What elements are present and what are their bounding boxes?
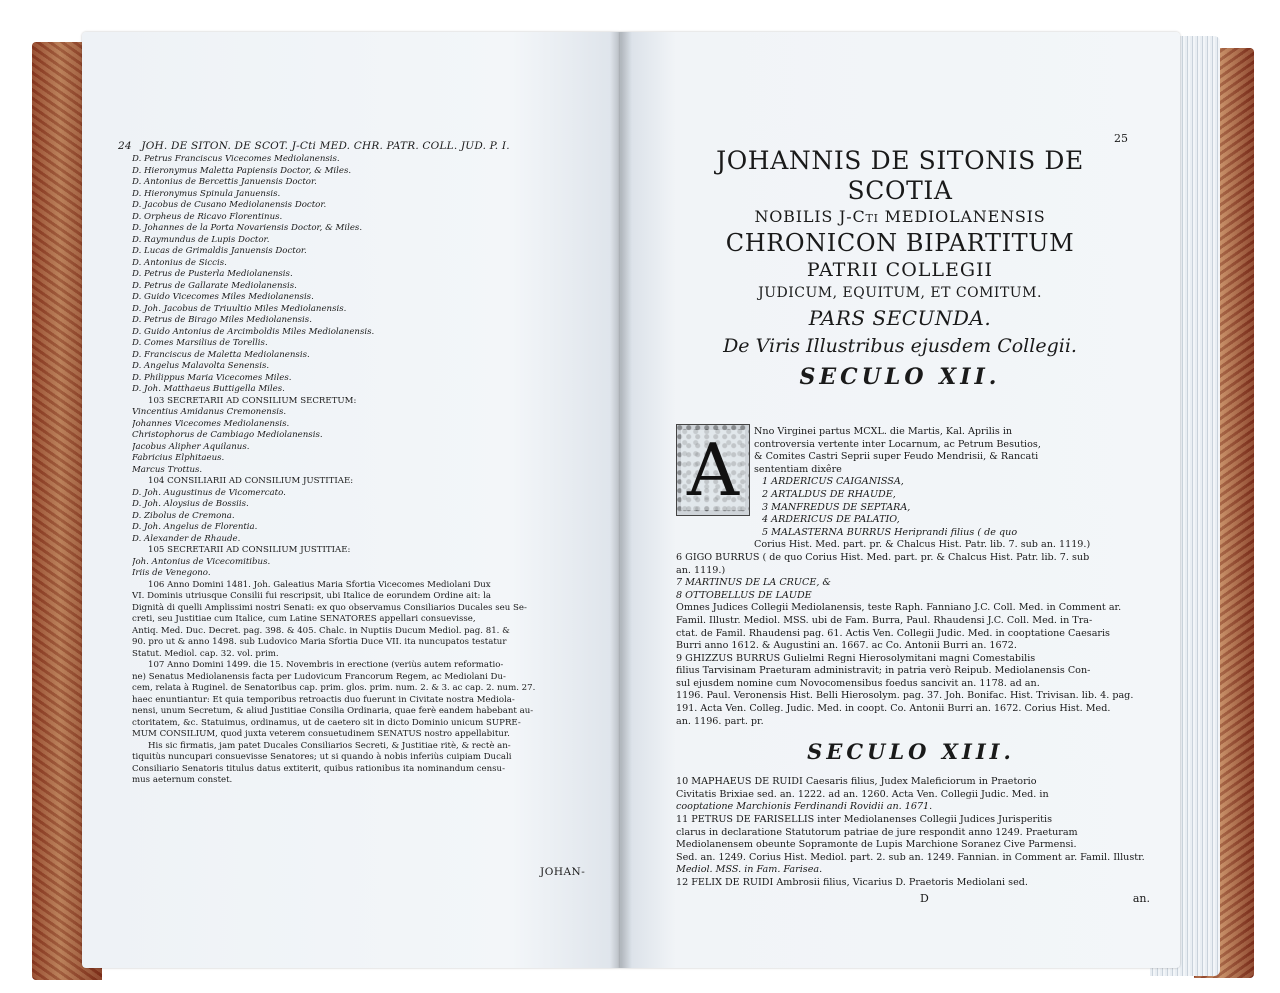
left-page-line: His sic firmatis, jam patet Ducales Consiliarios Secreti, & Justitiae ritè, & rectè an- xyxy=(148,740,511,751)
drop-cap-letter: A xyxy=(681,430,745,510)
left-page-line: 90. pro ut & anno 1498. sub Ludovico Maria Sfortia Duce VII. ita nuncupatos testatur xyxy=(132,637,507,647)
left-page-line: D. Johannes de la Porta Novariensis Doctor, & Miles. xyxy=(132,223,363,233)
left-page-line: 106 Anno Domini 1481. Joh. Galeatius Maria Sfortia Vicecomes Mediolani Dux xyxy=(148,579,491,590)
left-page-line: Vincentius Amidanus Cremonensis. xyxy=(132,407,287,417)
left-page-line: D. Petrus de Gallarate Mediolanensis. xyxy=(132,280,297,291)
right-page-line: ctat. de Famil. Rhaudensi pag. 61. Actis Ven. Collegii Judic. Med. in cooptatione Caesaris xyxy=(676,627,1110,639)
title-patrii-collegii: PATRII COLLEGII xyxy=(806,259,994,281)
left-page-line: D. Antonius de Siccis. xyxy=(132,257,227,268)
right-page-line: sul ejusdem nomine cum Novocomensibus foedus sancivit an. 1178. ad an. xyxy=(676,677,1040,689)
right-page-line: filius Tarvisinam Praeturam administravit; in patria verò Reipub. Mediolanensis Con- xyxy=(676,665,1091,677)
right-catchword: an. xyxy=(1132,892,1150,905)
left-page-text xyxy=(132,154,592,787)
right-page-line: Corius Hist. Med. part. pr. & Chalcus Hist. Patr. lib. 7. sub an. 1119.) xyxy=(754,539,1091,551)
left-page-number: 24 xyxy=(118,140,132,152)
right-page-number: 25 xyxy=(1114,132,1128,145)
right-page-line: 2 ARTALDUS DE RHAUDE, xyxy=(762,488,896,500)
right-page-line: Burri anno 1612. & Augustini an. 1667. ac Co. Antonii Burri an. 1672. xyxy=(676,640,1017,652)
left-page-line: D. Philippus Maria Vicecomes Miles. xyxy=(132,372,292,383)
left-page-line: D. Comes Marsilius de Torellis. xyxy=(132,338,268,348)
left-page-line: Christophorus de Cambiago Mediolanensis. xyxy=(132,430,323,440)
signature-mark: D xyxy=(920,892,929,905)
left-page-line: Fabricius Elphitaeus. xyxy=(132,453,225,463)
left-page-line: VI. Dominis utriusque Consilii fui rescripsit, ubi Italice de eorundem Ordine ait: la xyxy=(132,591,491,601)
left-page-line: D. Petrus de Pusterla Mediolanensis. xyxy=(132,269,293,279)
left-page-line: D. Guido Vicecomes Miles Mediolanensis. xyxy=(132,292,314,302)
left-page-line: ctoritatem, &c. Statuimus, ordinamus, ut de caetero sit in dicto Dominio unicum SUPRE- xyxy=(132,717,521,728)
title-de-viris: De Viris Illustribus ejusdem Collegii. xyxy=(723,335,1077,357)
right-page-line: 7 MARTINUS DE LA CRUCE, & xyxy=(676,577,831,589)
right-page-line: 8 OTTOBELLUS DE LAUDE xyxy=(676,589,812,601)
right-page-line: sententiam dixêre xyxy=(754,463,842,475)
right-page-line: & Comites Castri Seprii super Feudo Mendrisii, & Rancati xyxy=(754,451,1039,463)
left-page-line: Johannes Vicecomes Mediolanensis. xyxy=(132,418,290,429)
right-page-line: 4 ARDERICUS DE PALATIO, xyxy=(762,514,900,526)
left-running-head-text: JOH. DE SITON. DE SCOT. J-Cti MED. CHR. PATR. COLL. JUD. P. I. xyxy=(141,140,510,152)
title-chronicon: CHRONICON BIPARTITUM xyxy=(725,229,1075,257)
right-page-line: Mediolanensem obeunte Sopramonte de Lupis Marchione Soranez Cive Parmensi. xyxy=(676,839,1077,851)
left-page-line: D. Raymundus de Lupis Doctor. xyxy=(132,234,270,245)
title-judicum: JUDICUM, EQUITUM, ET COMITUM. xyxy=(758,285,1042,301)
ornamental-drop-cap xyxy=(676,424,750,516)
left-page-line: D. Joh. Angelus de Florentia. xyxy=(132,522,258,532)
left-catchword: JOHAN- xyxy=(540,866,586,878)
right-page xyxy=(620,32,1180,968)
right-page-line: SECULO XIII. xyxy=(807,739,1015,765)
left-page-line: D. Angelus Malavolta Senensis. xyxy=(132,361,270,371)
left-page-line: D. Jacobus de Cusano Mediolanensis Doctor. xyxy=(132,200,327,210)
right-page-line: Nno Virginei partus MCXL. die Martis, Kal. Aprilis in xyxy=(754,426,1013,437)
right-page-line: 6 GIGO BURRUS ( de quo Corius Hist. Med. part. pr. & Chalcus Hist. Patr. lib. 7. sub xyxy=(676,551,1090,563)
right-page-line: Omnes Judices Collegii Mediolanensis, teste Raph. Fanniano J.C. Coll. Med. in Comment ar. xyxy=(676,602,1122,614)
right-page-line: 11 PETRUS DE FARISELLIS inter Mediolanenses Collegii Judices Jurisperitis xyxy=(676,814,1053,826)
left-page-line: Jacobus Alipher Aquilanus. xyxy=(132,441,250,452)
right-page-line: controversia vertente inter Locarnum, ac Petrum Besutios, xyxy=(754,438,1041,450)
left-page-line: D. Lucas de Grimaldis Januensis Doctor. xyxy=(132,246,307,256)
left-page-line: D. Joh. Matthaeus Buttigella Miles. xyxy=(132,384,285,394)
left-page-line: 107 Anno Domini 1499. die 15. Novembris in erectione (veriùs autem reformatio- xyxy=(148,660,504,670)
left-page-line: mus aeternum constet. xyxy=(132,775,233,785)
right-page-line: 10 MAPHAEUS DE RUIDI Caesaris filius, Judex Maleficiorum in Praetorio xyxy=(676,776,1037,788)
left-page-line: Statut. Mediol. cap. 32. vol. prim. xyxy=(132,648,279,659)
left-page-line: D. Alexander de Rhaude. xyxy=(132,533,241,544)
right-page-line: 9 GHIZZUS BURRUS Gulielmi Regni Hierosolymitani magni Comestabilis xyxy=(676,652,1036,664)
left-page-line: cem, relata à Ruginel. de Senatoribus cap. prim. glos. prim. num. 2. & 3. ac cap. 2. num. 27. xyxy=(132,683,536,693)
left-page-line: D. Hieronymus Maletta Papiensis Doctor, & Miles. xyxy=(132,165,352,176)
left-page-line: D. Hieronymus Spinula Januensis. xyxy=(132,188,281,199)
right-page-line: an. 1119.) xyxy=(676,564,726,576)
right-page-line: 3 MANFREDUS DE SEPTARA, xyxy=(762,501,911,513)
left-page-line: nensi, unum Secretum, & aliud Justitiae Consilia Ordinaria, quae ferè eandem habebant au- xyxy=(132,706,534,716)
right-page-footer xyxy=(920,892,1150,905)
left-page-line: 104 CONSILIARII AD CONSILIUM JUSTITIAE: xyxy=(148,476,354,486)
right-page-line: cooptatione Marchionis Ferdinandi Rovidii an. 1671. xyxy=(676,801,933,813)
left-page xyxy=(82,32,620,968)
left-page-line: D. Joh. Jacobus de Triuultio Miles Mediolanensis. xyxy=(132,303,347,314)
left-running-head xyxy=(118,140,598,152)
left-page-line: Dignità di quelli Amplissimi nostri Senati: ex quo observamus Consiliarios Ducales seu Se- xyxy=(132,602,527,613)
right-page-line: 1196. Paul. Veronensis Hist. Belli Hierosolym. pag. 37. Joh. Bonifac. Hist. Trivisan. lib. 4. pag. xyxy=(676,690,1134,702)
left-page-line: D. Zibolus de Cremona. xyxy=(132,510,235,521)
right-page-line: 12 FELIX DE RUIDI Ambrosii filius, Vicarius D. Praetoris Mediolani sed. xyxy=(676,877,1028,888)
left-page-line: creti, seu Justitiae cum Italice, cum Latine SENATORES appellari consuevisse, xyxy=(132,614,476,624)
book-gutter xyxy=(610,32,632,968)
left-page-line: 105 SECRETARII AD CONSILIUM JUSTITIAE: xyxy=(148,545,351,555)
left-page-line: Joh. Antonius de Vicecomitibus. xyxy=(132,556,271,567)
left-page-line: tiquitùs nuncupari consuevisse Senatores; ut si quando à nobis inferiùs cuipiam Ducali xyxy=(132,752,512,762)
right-page-line: Famil. Illustr. Mediol. MSS. ubi de Fam. Burra, Paul. Rhaudensi J.C. Coll. Med. in Tra- xyxy=(676,614,1093,626)
left-page-line: Consiliario Senatoris titulus datus extiterit, quibus rationibus ita nominandum censu- xyxy=(132,763,505,774)
left-page-line: D. Orpheus de Ricavo Florentinus. xyxy=(132,211,283,222)
left-page-line: D. Petrus Franciscus Vicecomes Mediolanensis. xyxy=(132,154,340,164)
left-page-line: Iriis de Venegono. xyxy=(132,568,211,578)
left-page-line: MUM CONSILIUM, quod juxta veterem consuetudinem SENATUS nostro appellabitur. xyxy=(132,729,510,739)
right-page-line: clarus in declaratione Statutorum patriae de jure respondit anno 1249. Praeturam xyxy=(676,826,1078,838)
section-heading-seculo-xii: SECULO XII. xyxy=(799,364,1001,390)
title-pars-secunda: PARS SECUNDA. xyxy=(808,306,992,330)
right-page-line: Mediol. MSS. in Fam. Farisea. xyxy=(676,864,823,876)
title-author: JOHANNIS DE SITONIS DE SCOTIA xyxy=(716,146,1084,205)
right-page-line: 1 ARDERICUS CAIGANISSA, xyxy=(762,476,904,488)
left-page-line: Antiq. Med. Duc. Decret. pag. 398. & 405. Chalc. in Nuptiis Ducum Mediol. pag. 81. & xyxy=(132,625,510,636)
left-page-line: D. Guido Antonius de Arcimboldis Miles Mediolanensis. xyxy=(132,326,375,337)
left-page-line: 103 SECRETARII AD CONSILIUM SECRETUM: xyxy=(148,395,357,406)
right-page-line: 191. Acta Ven. Colleg. Judic. Med. in coopt. Co. Antonii Burri an. 1672. Corius Hist. Med. xyxy=(676,703,1111,715)
right-page-line: 5 MALASTERNA BURRUS Heriprandi filius ( de quo xyxy=(762,526,1018,538)
left-page-line: D. Franciscus de Maletta Mediolanensis. xyxy=(132,349,310,360)
right-page-line: Sed. an. 1249. Corius Hist. Mediol. part. 2. sub an. 1249. Fannian. in Comment ar. Famil. Illustr. xyxy=(676,851,1145,863)
left-page-line: Marcus Trottus. xyxy=(132,464,203,475)
right-page-line: Civitatis Brixiae sed. an. 1222. ad an. 1260. Acta Ven. Collegii Judic. Med. in xyxy=(676,788,1049,800)
left-page-line: haec enuntiantur: Et quia temporibus retroactis duo fuerunt in Civitate nostra Mediola- xyxy=(132,694,515,705)
left-page-line: D. Antonius de Bercettis Januensis Doctor. xyxy=(132,177,317,187)
title-block xyxy=(660,146,1140,394)
left-page-line: D. Petrus de Birago Miles Mediolanensis. xyxy=(132,315,312,325)
right-page-line: an. 1196. part. pr. xyxy=(676,715,764,727)
open-book xyxy=(32,30,1254,985)
title-nobilis: NOBILIS J-Cti MEDIOLANENSIS xyxy=(754,207,1046,226)
left-page-line: ne) Senatus Mediolanensis facta per Ludovicum Francorum Regem, ac Mediolani Du- xyxy=(132,671,506,682)
left-page-line: D. Joh. Augustinus de Vicomercato. xyxy=(132,487,286,498)
left-page-line: D. Joh. Aloysius de Bossiis. xyxy=(132,499,249,509)
